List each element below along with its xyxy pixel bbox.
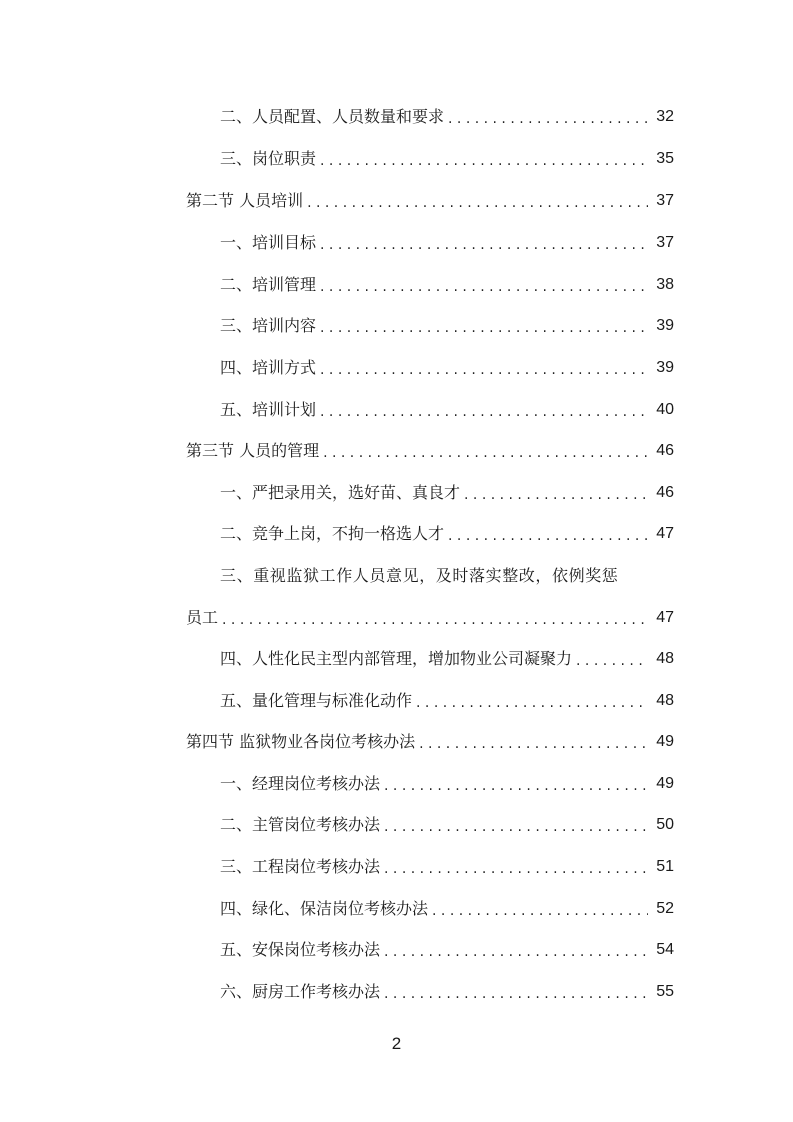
toc-dot-leader <box>384 858 648 880</box>
toc-entry[interactable] <box>186 480 674 506</box>
toc-entry-label: 三、重视监狱工作人员意见，及时落实整改，依例奖惩 <box>220 566 619 585</box>
toc-dot-leader <box>320 359 648 381</box>
toc-dot-leader <box>320 234 648 256</box>
toc-entry-label: 四、人性化民主型内部管理，增加物业公司凝聚力 <box>220 649 573 668</box>
toc-entry-page: 50 <box>656 816 674 833</box>
toc-entry-label: 第二节 人员培训 <box>186 191 304 210</box>
toc-entry[interactable] <box>186 355 674 381</box>
toc-entry-wrapped[interactable] <box>186 563 674 589</box>
toc-entry[interactable] <box>186 272 674 298</box>
toc-section-entry[interactable] <box>186 438 674 464</box>
toc-dot-leader <box>320 276 648 298</box>
toc-entry[interactable] <box>186 854 674 880</box>
toc-entry[interactable] <box>186 979 674 1005</box>
toc-dot-leader <box>384 983 648 1005</box>
toc-entry-label: 五、培训计划 <box>220 400 317 419</box>
toc-entry-page: 46 <box>656 484 674 501</box>
toc-entry[interactable] <box>186 688 674 714</box>
toc-entry[interactable] <box>186 937 674 963</box>
toc-dot-leader <box>222 609 648 631</box>
toc-entry-page: 49 <box>656 775 674 792</box>
toc-entry[interactable] <box>186 896 674 922</box>
toc-dot-leader <box>384 775 648 797</box>
toc-entry[interactable] <box>186 646 674 672</box>
toc-section-entry[interactable] <box>186 188 674 214</box>
toc-entry-label: 六、厨房工作考核办法 <box>220 982 381 1001</box>
toc-entry-page: 32 <box>656 108 674 125</box>
toc-section-entry[interactable] <box>186 729 674 755</box>
toc-entry-page: 55 <box>656 983 674 1000</box>
toc-entry-label: 五、量化管理与标准化动作 <box>220 691 413 710</box>
toc-entry-page: 54 <box>656 941 674 958</box>
toc-entry-page: 39 <box>656 359 674 376</box>
toc-entry-label: 二、竞争上岗，不拘一格选人才 <box>220 524 445 543</box>
toc-entry-label: 一、严把录用关，选好苗、真良才 <box>220 483 461 502</box>
toc-entry-page: 37 <box>656 234 674 251</box>
toc-entry-label: 二、培训管理 <box>220 275 317 294</box>
toc-entry[interactable] <box>186 397 674 423</box>
toc-entry-label: 第四节 监狱物业各岗位考核办法 <box>186 732 416 751</box>
toc-entry-page: 47 <box>656 525 674 542</box>
toc-dot-leader <box>320 317 648 339</box>
toc-entry-label: 员工 <box>186 608 219 627</box>
page-number: 2 <box>391 1034 402 1053</box>
toc-entry[interactable] <box>186 812 674 838</box>
toc-dot-leader <box>576 650 648 672</box>
toc-entry[interactable] <box>186 771 674 797</box>
toc-dot-leader <box>464 484 648 506</box>
toc-entry-label: 第三节 人员的管理 <box>186 441 320 460</box>
toc-entry[interactable] <box>186 521 674 547</box>
toc-entry-page: 37 <box>656 192 674 209</box>
toc-entry-label: 一、经理岗位考核办法 <box>220 774 381 793</box>
toc-entry-page: 47 <box>656 609 674 626</box>
toc-entry-page: 51 <box>656 858 674 875</box>
toc-entry[interactable] <box>186 230 674 256</box>
toc-dot-leader <box>307 192 648 214</box>
toc-dot-leader <box>323 442 648 464</box>
toc-entry-label: 三、工程岗位考核办法 <box>220 857 381 876</box>
toc-dot-leader <box>416 692 648 714</box>
toc-entry-page: 35 <box>656 150 674 167</box>
toc-entry[interactable] <box>186 146 674 172</box>
toc-entry-page: 48 <box>656 692 674 709</box>
toc-dot-leader <box>419 733 648 755</box>
toc-entry-continuation[interactable] <box>186 605 674 631</box>
toc-entry-page: 40 <box>656 401 674 418</box>
toc-dot-leader <box>384 816 648 838</box>
toc-dot-leader <box>384 941 648 963</box>
toc-entry-page: 46 <box>656 442 674 459</box>
toc-entry-label: 二、人员配置、人员数量和要求 <box>220 107 445 126</box>
toc-entry-label: 三、岗位职责 <box>220 149 317 168</box>
toc-dot-leader <box>320 150 648 172</box>
toc-entry[interactable] <box>186 104 674 130</box>
toc-entry-label: 一、培训目标 <box>220 233 317 252</box>
toc-entry-page: 49 <box>656 733 674 750</box>
toc-entry-page: 38 <box>656 276 674 293</box>
toc-entry-page: 52 <box>656 900 674 917</box>
toc-entry[interactable] <box>186 313 674 339</box>
toc-dot-leader <box>432 900 648 922</box>
toc-dot-leader <box>320 401 648 423</box>
toc-entry-label: 五、安保岗位考核办法 <box>220 940 381 959</box>
toc-entry-label: 二、主管岗位考核办法 <box>220 815 381 834</box>
toc-entry-label: 三、培训内容 <box>220 316 317 335</box>
toc-dot-leader <box>448 525 648 547</box>
toc-entry-label: 四、绿化、保洁岗位考核办法 <box>220 899 429 918</box>
toc-dot-leader <box>448 108 648 130</box>
toc-entry-label: 四、培训方式 <box>220 358 317 377</box>
toc-entry-page: 39 <box>656 317 674 334</box>
toc-entry-page: 48 <box>656 650 674 667</box>
